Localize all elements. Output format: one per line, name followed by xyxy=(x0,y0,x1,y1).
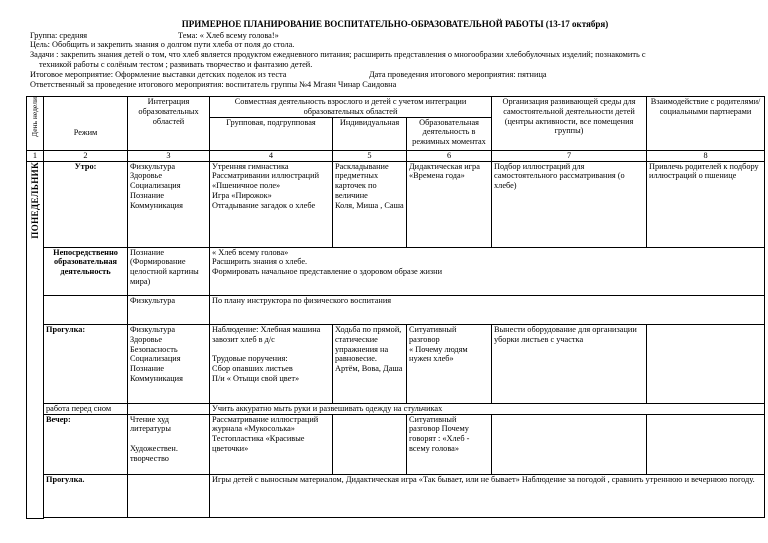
group-label: Группа: средняя xyxy=(30,30,88,40)
walk-row xyxy=(27,325,765,404)
evening-group: Рассматривание иллюстраций журнала «Мукосолька» Тестопластика «Красивые цветочки» xyxy=(210,414,333,474)
col-number: 3 xyxy=(128,150,210,161)
direct-education-row xyxy=(27,247,765,296)
environment-header: Организация развивающей среды для самостоятельной деятельности детей (центры активности, все помещения группы) xyxy=(492,97,647,151)
day-name-cell xyxy=(27,161,44,518)
final-event-line xyxy=(30,70,760,80)
day-name: ПОНЕДЕЛЬНИК xyxy=(29,161,40,239)
morning-educational: Дидактическая игра «Времена года» xyxy=(407,161,492,247)
document-header xyxy=(30,19,760,89)
goal-line: Цель: Обобщить и закрепить знания о долгом пути хлеба от поля до стола. xyxy=(30,40,295,50)
evening-integration: Чтение худ литературы Художествен. творчество xyxy=(128,414,210,474)
final-event-label: Итоговое мероприятие: Оформление выставки детских поделок из теста xyxy=(30,69,287,79)
morning-integration: Физкультура Здоровье Социализация Познание Коммуникация xyxy=(128,161,210,247)
walk-environment: Вынести оборудование для организации уборки листьев с участка xyxy=(492,325,647,404)
morning-mode: Утро: xyxy=(44,161,128,247)
walk-educational: Ситуативный разговор « Почему людям нужен хлеб» xyxy=(407,325,492,404)
evening-individual-empty xyxy=(333,414,407,474)
responsible-line: Ответственный за проведение итогового мероприятия: воспитатель группы №4 Мгаян Чинар Саидовна xyxy=(30,79,397,89)
direct-mode: Непосредственно образовательная деятельность xyxy=(44,247,128,296)
integration-header: Интеграция образовательных областей xyxy=(128,97,210,151)
evening-row xyxy=(27,414,765,474)
col-number: 8 xyxy=(647,150,765,161)
col-number: 1 xyxy=(27,150,44,161)
physical-row xyxy=(27,296,765,325)
col-number: 6 xyxy=(407,150,492,161)
walk-mode: Прогулка: xyxy=(44,325,128,404)
mode-header: Режим xyxy=(44,97,128,151)
before-sleep-integration-empty xyxy=(128,403,210,414)
individual-subheader: Индивидуальная xyxy=(333,117,407,150)
col-number: 2 xyxy=(44,150,128,161)
morning-environment: Подбор иллюстраций для самостоятельного рассматривания (о хлебе) xyxy=(492,161,647,247)
filler-row xyxy=(27,517,765,518)
walk-integration: Физкультура Здоровье Безопасность Социализация Познание Коммуникация xyxy=(128,325,210,404)
evening-educational: Ситуативный разговор Почему говорят : «Хлеб - всему голова» xyxy=(407,414,492,474)
day-header-cell xyxy=(27,97,44,151)
direct-content: « Хлеб всему голова» Расширить знания о хлебе. Формировать начальное представление о здоровом образе жизни xyxy=(210,247,765,296)
morning-row xyxy=(27,161,765,247)
walk2-content: Игры детей с выносным материалом, Дидактическая игра «Так бывает, или не бывает» Наблюдение за погодой , сравнить утреннюю и вечернюю погоду. xyxy=(210,474,765,517)
final-date-label: Дата проведения итогового мероприятия: пятница xyxy=(369,69,547,79)
filler-cell xyxy=(44,517,647,518)
joint-activity-header: Совместная деятельность взрослого и детей с учетом интеграции образовательных областей xyxy=(210,97,492,118)
physical-integration: Физкультура xyxy=(128,296,210,325)
planning-table xyxy=(26,96,765,519)
morning-parents: Привлечь родителей к подбору иллюстраций о пшенице xyxy=(647,161,765,247)
before-sleep-content: Учить аккуратно мыть руки и развешивать одежду на стульчиках xyxy=(210,403,765,414)
educational-subheader: Образовательная деятельность в режимных моментах xyxy=(407,117,492,150)
walk-group: Наблюдение: Хлебная машина завозит хлеб в д/с Трудовые поручения: Сбор опавших листьев П/и « Отыщи свой цвет» xyxy=(210,325,333,404)
col-number: 5 xyxy=(333,150,407,161)
header-row-1 xyxy=(27,97,765,118)
day-header: День недели xyxy=(29,97,39,137)
physical-mode-empty xyxy=(44,296,128,325)
walk2-integration-empty xyxy=(128,474,210,517)
parents-header: Взаимодействие с родителями/ социальными партнерами xyxy=(647,97,765,151)
walk2-mode: Прогулка. xyxy=(44,474,128,517)
group-theme-line xyxy=(30,31,760,41)
tasks-line-1: Задачи : закрепить знания детей о том, что хлеб является продуктом ежедневного питания; расширить представления о многообразии хлебобулочных изделий; познакомить с xyxy=(30,50,646,60)
morning-group: Утренняя гимнастика Рассматривании иллюстраций «Пшеничное поле» Игра «Пирожок» Отгадывание загадок о хлебе xyxy=(210,161,333,247)
walk-individual: Ходьба по прямой, статические упражнения на равновесие. Артём, Вова, Даша xyxy=(333,325,407,404)
physical-content: По плану инструктора по физического воспитания xyxy=(210,296,765,325)
morning-individual: Раскладывание предметных карточек по величине Коля, Миша , Саша xyxy=(333,161,407,247)
evening-environment-empty xyxy=(492,414,647,474)
theme-label: Тема: « Хлеб всему голова!» xyxy=(178,30,279,40)
column-numbers-row xyxy=(27,150,765,161)
before-sleep-row xyxy=(27,403,765,414)
direct-integration: Познание (Формирование целостной картины мира) xyxy=(128,247,210,296)
col-number: 4 xyxy=(210,150,333,161)
evening-mode: Вечер: xyxy=(44,414,128,474)
tasks-line-2: техникой работы с солёным тестом ; развивать творчество и фантазию детей. xyxy=(39,59,313,69)
before-sleep-mode: работа перед сном xyxy=(44,403,128,414)
col-number: 7 xyxy=(492,150,647,161)
group-subheader: Групповая, подгрупповая xyxy=(210,117,333,150)
page-title: ПРИМЕРНОЕ ПЛАНИРОВАНИЕ ВОСПИТАТЕЛЬНО-ОБРАЗОВАТЕЛЬНОЙ РАБОТЫ (13-17 октября) xyxy=(181,19,609,29)
walk2-row xyxy=(27,474,765,517)
